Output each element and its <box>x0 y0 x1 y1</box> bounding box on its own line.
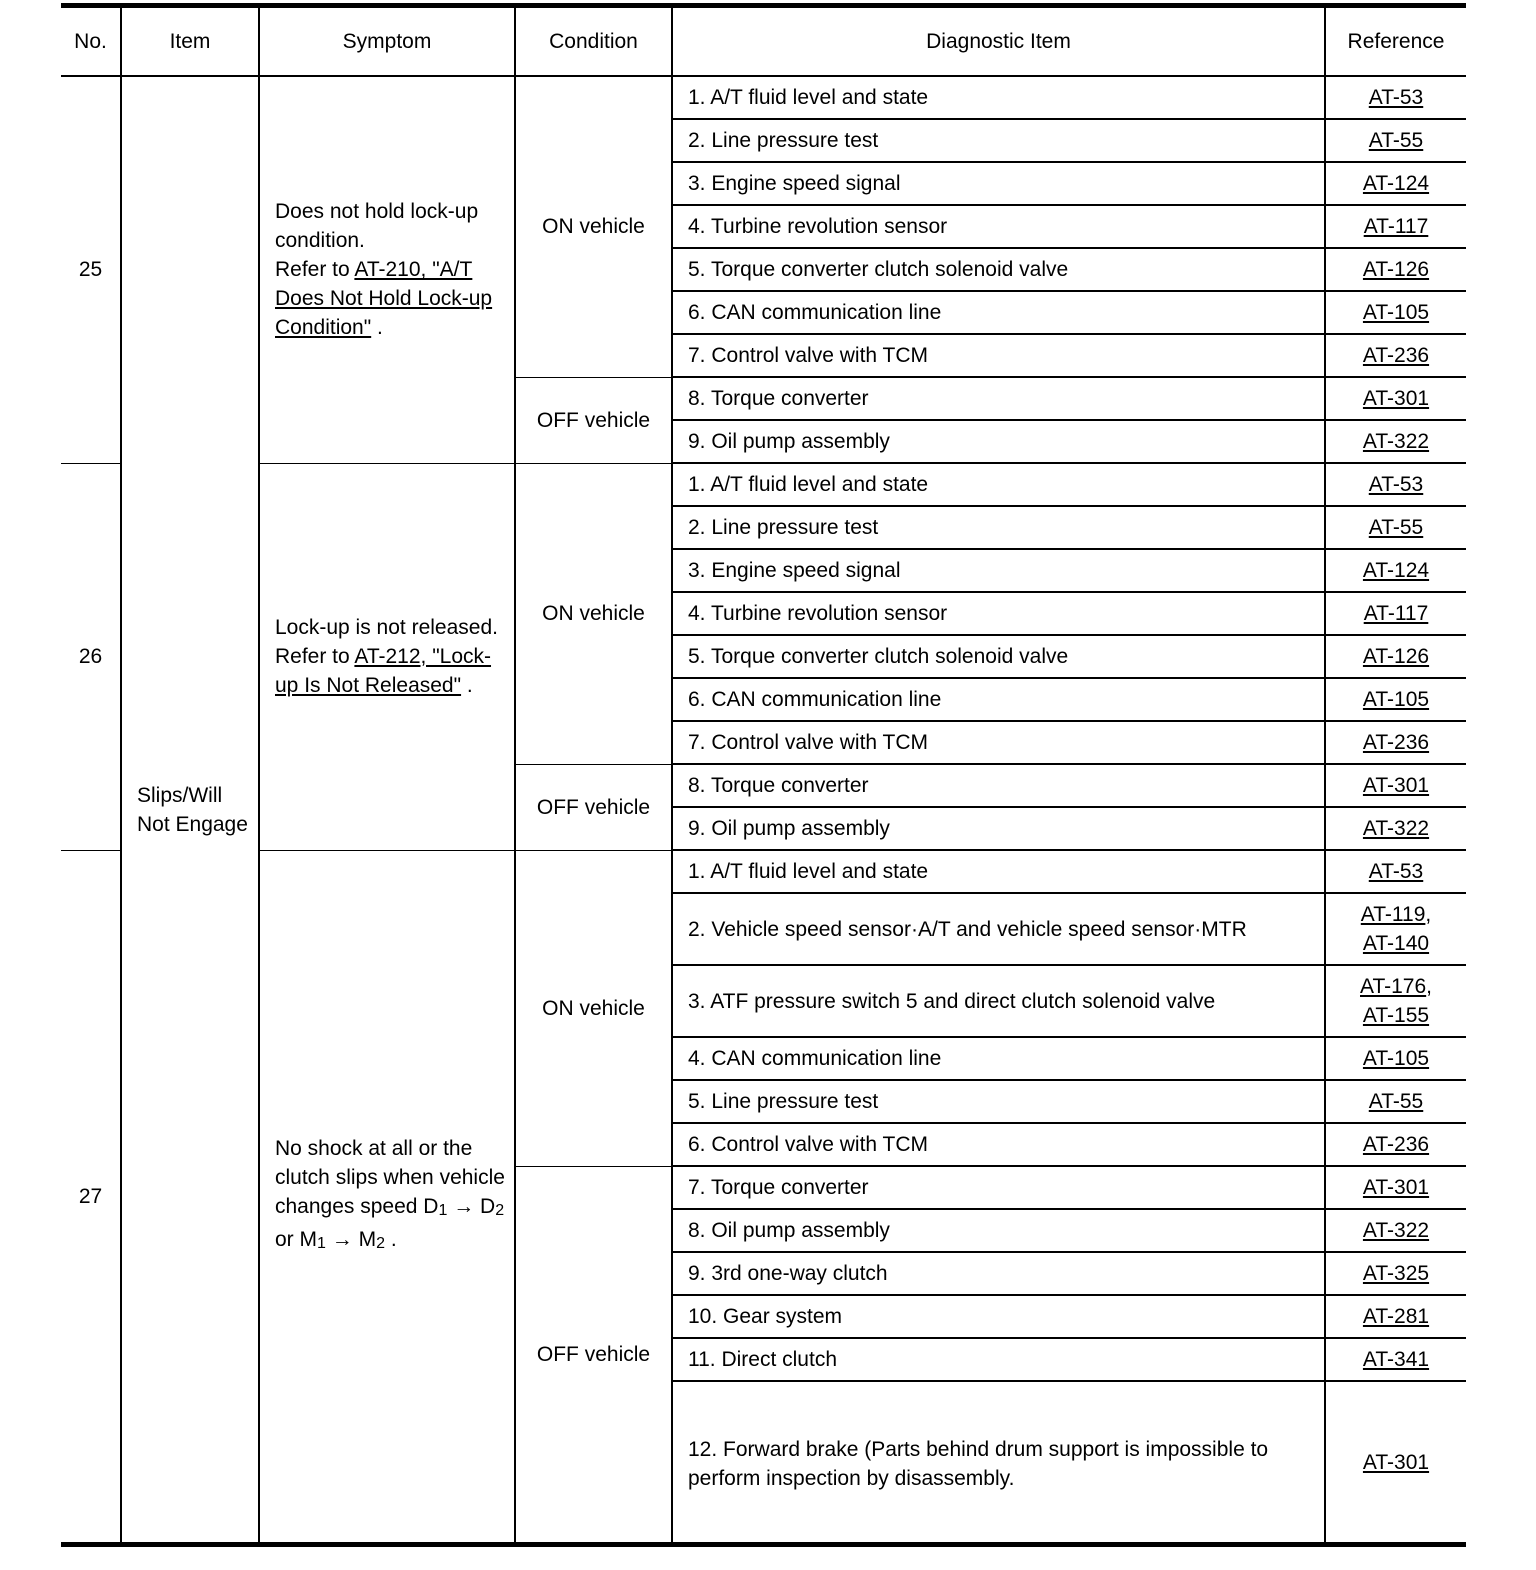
reference-cell: AT-176, AT-155 <box>1325 965 1466 1037</box>
reference-cell <box>1325 1338 1466 1381</box>
row-number: 26 <box>61 463 121 850</box>
row-number: 27 <box>61 850 121 1545</box>
diagnostic-item: 5. Line pressure test <box>672 1080 1325 1123</box>
reference-cell <box>1325 635 1466 678</box>
condition-off-vehicle: OFF vehicle <box>515 377 672 463</box>
reference-link[interactable]: AT-236 <box>1362 344 1430 367</box>
symptom-cell <box>259 76 515 463</box>
header-item: Item <box>121 6 259 77</box>
reference-cell <box>1325 807 1466 850</box>
diagnostic-item: 3. ATF pressure switch 5 and direct clutch solenoid valve <box>672 965 1325 1037</box>
reference-link[interactable]: AT-53 <box>1368 473 1424 496</box>
reference-link[interactable]: AT-126 <box>1362 645 1430 668</box>
reference-link[interactable]: AT-105 <box>1362 301 1430 324</box>
reference-cell <box>1325 377 1466 420</box>
or-text: or M <box>275 1228 317 1252</box>
reference-link[interactable]: AT-301 <box>1362 1450 1430 1474</box>
reference-link[interactable]: AT-322 <box>1362 1219 1430 1242</box>
reference-cell <box>1325 463 1466 506</box>
symptom-refer-prefix: Refer to <box>275 645 355 668</box>
diagnostic-item: 11. Direct clutch <box>672 1338 1325 1381</box>
diagnostic-item: 3. Engine speed signal <box>672 549 1325 592</box>
reference-link[interactable]: AT-119 <box>1360 903 1426 926</box>
symptom-link[interactable]: AT-210, "A/T Does Not Hold Lock-up Condition" <box>275 258 493 340</box>
reference-cell <box>1325 1252 1466 1295</box>
header-row <box>61 6 1466 77</box>
header-no: No. <box>61 6 121 77</box>
reference-link[interactable]: AT-322 <box>1362 817 1430 840</box>
diagnostic-item: 2. Line pressure test <box>672 119 1325 162</box>
reference-cell <box>1325 1209 1466 1252</box>
symptom-suffix: . <box>461 674 473 697</box>
row-number: 25 <box>61 76 121 463</box>
symptom-end: . <box>384 1228 397 1252</box>
reference-cell <box>1325 1295 1466 1338</box>
symptom-cell <box>259 463 515 850</box>
reference-link[interactable]: AT-301 <box>1362 387 1430 410</box>
reference-cell <box>1325 1080 1466 1123</box>
table-row <box>61 850 1466 893</box>
table-row <box>61 76 1466 119</box>
diagnostic-item: 2. Vehicle speed sensor·A/T and vehicle speed sensor·MTR <box>672 893 1325 965</box>
reference-cell <box>1325 592 1466 635</box>
reference-link[interactable]: AT-322 <box>1362 430 1430 453</box>
reference-link[interactable]: AT-126 <box>1362 258 1430 281</box>
diagnostic-item: 9. 3rd one-way clutch <box>672 1252 1325 1295</box>
diagnostic-table <box>61 3 1466 1547</box>
header-diagnostic-item: Diagnostic Item <box>672 6 1325 77</box>
diagnostic-item: 5. Torque converter clutch solenoid valve <box>672 635 1325 678</box>
symptom-refer-prefix: Refer to <box>275 258 355 282</box>
diagnostic-item: 9. Oil pump assembly <box>672 807 1325 850</box>
diagnostic-item: 8. Torque converter <box>672 764 1325 807</box>
reference-cell <box>1325 291 1466 334</box>
reference-link[interactable]: AT-53 <box>1368 86 1424 109</box>
header-condition: Condition <box>515 6 672 77</box>
arrow-text: → M <box>325 1228 377 1252</box>
symptom-text: No shock at all or the clutch slips when vehicle changes speed D <box>275 1137 505 1219</box>
subscript: 2 <box>495 1202 505 1220</box>
reference-cell <box>1325 506 1466 549</box>
reference-link[interactable]: AT-155 <box>1362 1004 1430 1027</box>
reference-link[interactable]: AT-301 <box>1362 774 1430 797</box>
subscript: 1 <box>438 1202 448 1220</box>
reference-cell <box>1325 119 1466 162</box>
reference-cell <box>1325 205 1466 248</box>
reference-link[interactable]: AT-281 <box>1362 1305 1430 1328</box>
reference-link[interactable]: AT-105 <box>1362 1047 1430 1070</box>
diagnostic-item: 10. Gear system <box>672 1295 1325 1338</box>
reference-cell <box>1325 1166 1466 1209</box>
diagnostic-item: 4. CAN communication line <box>672 1037 1325 1080</box>
table-row <box>61 463 1466 506</box>
reference-link[interactable]: AT-176 <box>1360 975 1427 998</box>
subscript: 2 <box>376 1235 385 1253</box>
diagnostic-item: 6. CAN communication line <box>672 291 1325 334</box>
reference-link[interactable]: AT-105 <box>1362 688 1430 711</box>
reference-link[interactable]: AT-117 <box>1363 602 1429 625</box>
diagnostic-item: 8. Oil pump assembly <box>672 1209 1325 1252</box>
reference-link[interactable]: AT-117 <box>1363 215 1429 238</box>
diagnostic-item: 7. Torque converter <box>672 1166 1325 1209</box>
diagnostic-item: 7. Control valve with TCM <box>672 721 1325 764</box>
diagnostic-item: 9. Oil pump assembly <box>672 420 1325 463</box>
header-reference: Reference <box>1325 6 1466 77</box>
reference-cell <box>1325 764 1466 807</box>
condition-off-vehicle: OFF vehicle <box>515 1166 672 1545</box>
diagnostic-item: 1. A/T fluid level and state <box>672 850 1325 893</box>
reference-cell: AT-119, AT-140 <box>1325 893 1466 965</box>
reference-cell <box>1325 76 1466 119</box>
reference-link[interactable]: AT-55 <box>1368 516 1424 539</box>
reference-link[interactable]: AT-53 <box>1368 860 1424 883</box>
diagnostic-item: 1. A/T fluid level and state <box>672 76 1325 119</box>
reference-link[interactable]: AT-341 <box>1362 1348 1430 1371</box>
diagnostic-item: 3. Engine speed signal <box>672 162 1325 205</box>
diagnostic-item: 4. Turbine revolution sensor <box>672 592 1325 635</box>
diagnostic-item: 6. Control valve with TCM <box>672 1123 1325 1166</box>
symptom-link[interactable]: AT-212, "Lock-up Is Not Released" <box>275 645 492 697</box>
diagnostic-item: 1. A/T fluid level and state <box>672 463 1325 506</box>
symptom-cell <box>259 850 515 1545</box>
reference-cell <box>1325 420 1466 463</box>
reference-link[interactable]: AT-55 <box>1368 129 1424 152</box>
reference-cell <box>1325 1381 1466 1545</box>
diagnostic-item: 5. Torque converter clutch solenoid valve <box>672 248 1325 291</box>
diagnostic-item: 4. Turbine revolution sensor <box>672 205 1325 248</box>
header-symptom: Symptom <box>259 6 515 77</box>
diagnostic-item: 2. Line pressure test <box>672 506 1325 549</box>
reference-link[interactable]: AT-236 <box>1362 731 1430 754</box>
diagnostic-item: 8. Torque converter <box>672 377 1325 420</box>
symptom-text: Does not hold lock-up condition. <box>275 200 479 253</box>
reference-link[interactable]: AT-325 <box>1362 1262 1430 1285</box>
arrow-text: → D <box>447 1195 496 1219</box>
condition-off-vehicle: OFF vehicle <box>515 764 672 850</box>
reference-cell <box>1325 162 1466 205</box>
item-label: Slips/Will Not Engage <box>121 76 259 1545</box>
diagnostic-item: 6. CAN communication line <box>672 678 1325 721</box>
condition-on-vehicle: ON vehicle <box>515 463 672 764</box>
symptom-text: Lock-up is not released. <box>275 616 498 639</box>
reference-link[interactable]: AT-236 <box>1362 1133 1430 1156</box>
diagnostic-item: 12. Forward brake (Parts behind drum support is impossible to perform inspection by disassembly. <box>672 1381 1325 1545</box>
reference-cell <box>1325 1123 1466 1166</box>
reference-link[interactable]: AT-301 <box>1362 1176 1430 1199</box>
reference-link[interactable]: AT-140 <box>1362 932 1430 955</box>
reference-link[interactable]: AT-55 <box>1368 1090 1424 1113</box>
reference-cell <box>1325 248 1466 291</box>
symptom-suffix: . <box>371 316 383 340</box>
subscript: 1 <box>317 1235 326 1253</box>
reference-cell <box>1325 850 1466 893</box>
diagnostic-item: 7. Control valve with TCM <box>672 334 1325 377</box>
condition-on-vehicle: ON vehicle <box>515 76 672 377</box>
reference-link[interactable]: AT-124 <box>1362 559 1430 582</box>
reference-cell <box>1325 721 1466 764</box>
reference-cell <box>1325 549 1466 592</box>
reference-cell <box>1325 678 1466 721</box>
reference-cell <box>1325 334 1466 377</box>
reference-cell <box>1325 1037 1466 1080</box>
reference-link[interactable]: AT-124 <box>1362 172 1430 195</box>
condition-on-vehicle: ON vehicle <box>515 850 672 1166</box>
